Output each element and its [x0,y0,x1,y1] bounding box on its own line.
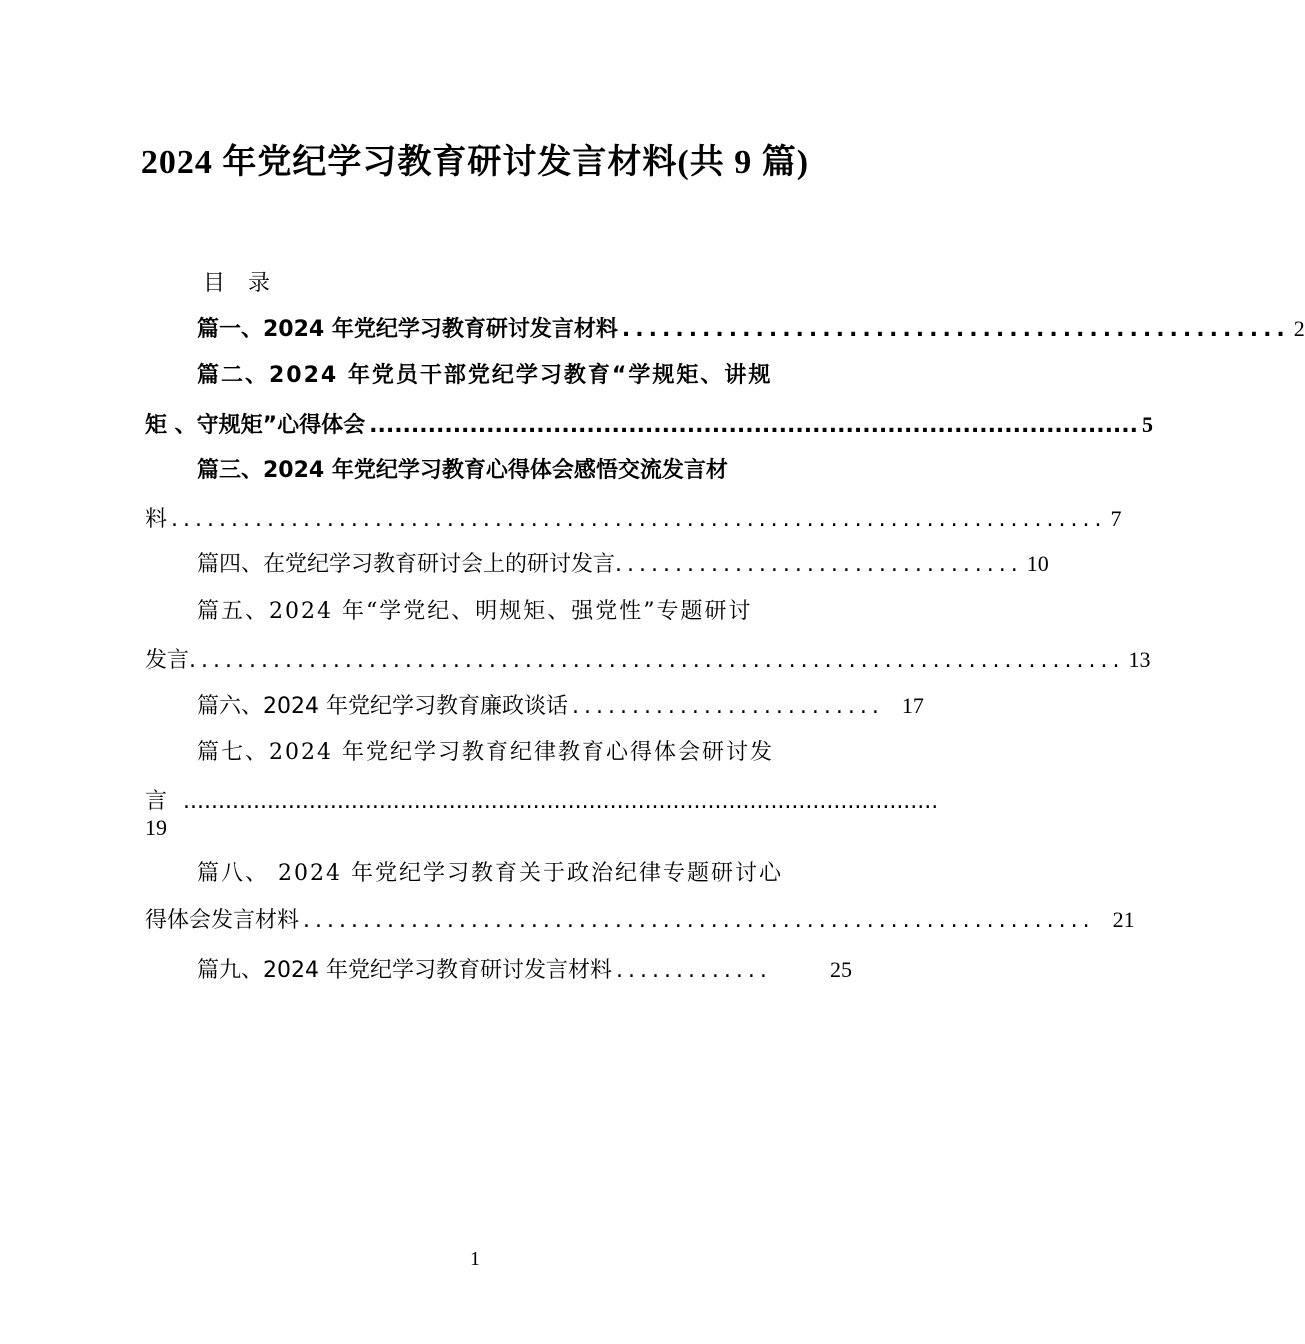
toc-entry-title-cont: 料 [145,507,168,532]
toc-entry-title: 篇九、2024 年党纪学习教育研讨发言材料 [197,958,612,983]
toc-entry-3-line2[interactable] [145,503,1122,535]
toc-entry-title-cont: 言 [145,789,168,814]
toc-entry-page: 13 [1128,647,1151,672]
toc-entry-6[interactable] [145,690,924,722]
page-number: 1 [470,1248,480,1270]
toc-entry-title-cont: 矩 、守规矩”心得体会 [145,413,366,438]
toc-leader-dots: .................................................................. [303,908,1095,933]
toc-entry-page: 2 [1293,316,1305,341]
toc-leader-dots: ............................................................................................ [369,413,1139,438]
toc-entry-4[interactable] [145,548,1049,580]
toc-entry-3-line1[interactable] [145,455,852,487]
toc-leader-dots: .................................. [615,552,1023,577]
toc-entry-title-cont: 发言 [145,648,190,673]
toc-entry-8-line1[interactable] [145,858,852,890]
toc-entry-title: 篇五、2024 年“学党纪、明规矩、强党性”专题研讨 [197,599,753,624]
toc-entry-title: 篇二、2024 年党员干部党纪学习教育“学规矩、讲规 [197,363,773,388]
toc-entry-page: 19 [145,815,167,840]
toc-entry-page: 21 [1112,907,1135,932]
toc-entry-page: 17 [901,693,924,718]
toc-entry-title: 篇六、2024 年党纪学习教育廉政谈话 [197,694,568,719]
toc-entry-5-line1[interactable] [145,596,852,628]
toc-entry-page: 10 [1026,551,1049,576]
toc-entry-7-line1[interactable] [145,737,852,769]
toc-entry-page: 25 [830,957,852,982]
toc-leader-dots: .................................................. [621,317,1290,342]
toc-leader-dots: ............................................................................................................ [183,789,939,814]
toc-entry-title: 篇三、2024 年党纪学习教育心得体会感悟交流发言材 [197,458,728,483]
toc-entry-title: 篇一、2024 年党纪学习教育研讨发言材料 [197,317,618,342]
toc-entry-1[interactable] [145,313,1305,345]
toc-entry-2-line2[interactable] [145,409,1154,441]
toc-leader-dots: .............................................................................. [189,648,1125,673]
document-title: 2024 年党纪学习教育研讨发言材料(共 9 篇) [140,144,810,181]
toc-leader-dots: .......................... [571,694,884,719]
toc-heading: 目 录 [203,271,270,296]
toc-entry-title: 篇四、在党纪学习教育研讨会上的研讨发言 [197,552,616,577]
toc-entry-8-line2[interactable] [145,904,1135,936]
toc-entry-7-line3[interactable] [145,812,800,844]
toc-entry-title: 篇七、2024 年党纪学习教育纪律教育心得体会研讨发 [197,740,774,765]
toc-entry-page: 7 [1110,506,1122,531]
toc-leader-dots: .............................................................................. [171,507,1107,532]
toc-entry-title: 篇八、 2024 年党纪学习教育关于政治纪律专题研讨心 [197,861,783,886]
toc-entry-2-line1[interactable] [145,360,852,392]
toc-entry-page: 5 [1142,412,1154,437]
toc-entry-9[interactable] [145,954,852,986]
toc-leader-dots: ............. [615,958,772,983]
toc-entry-title-cont: 得体会发言材料 [145,908,300,933]
toc-entry-5-line2[interactable] [145,644,1151,676]
